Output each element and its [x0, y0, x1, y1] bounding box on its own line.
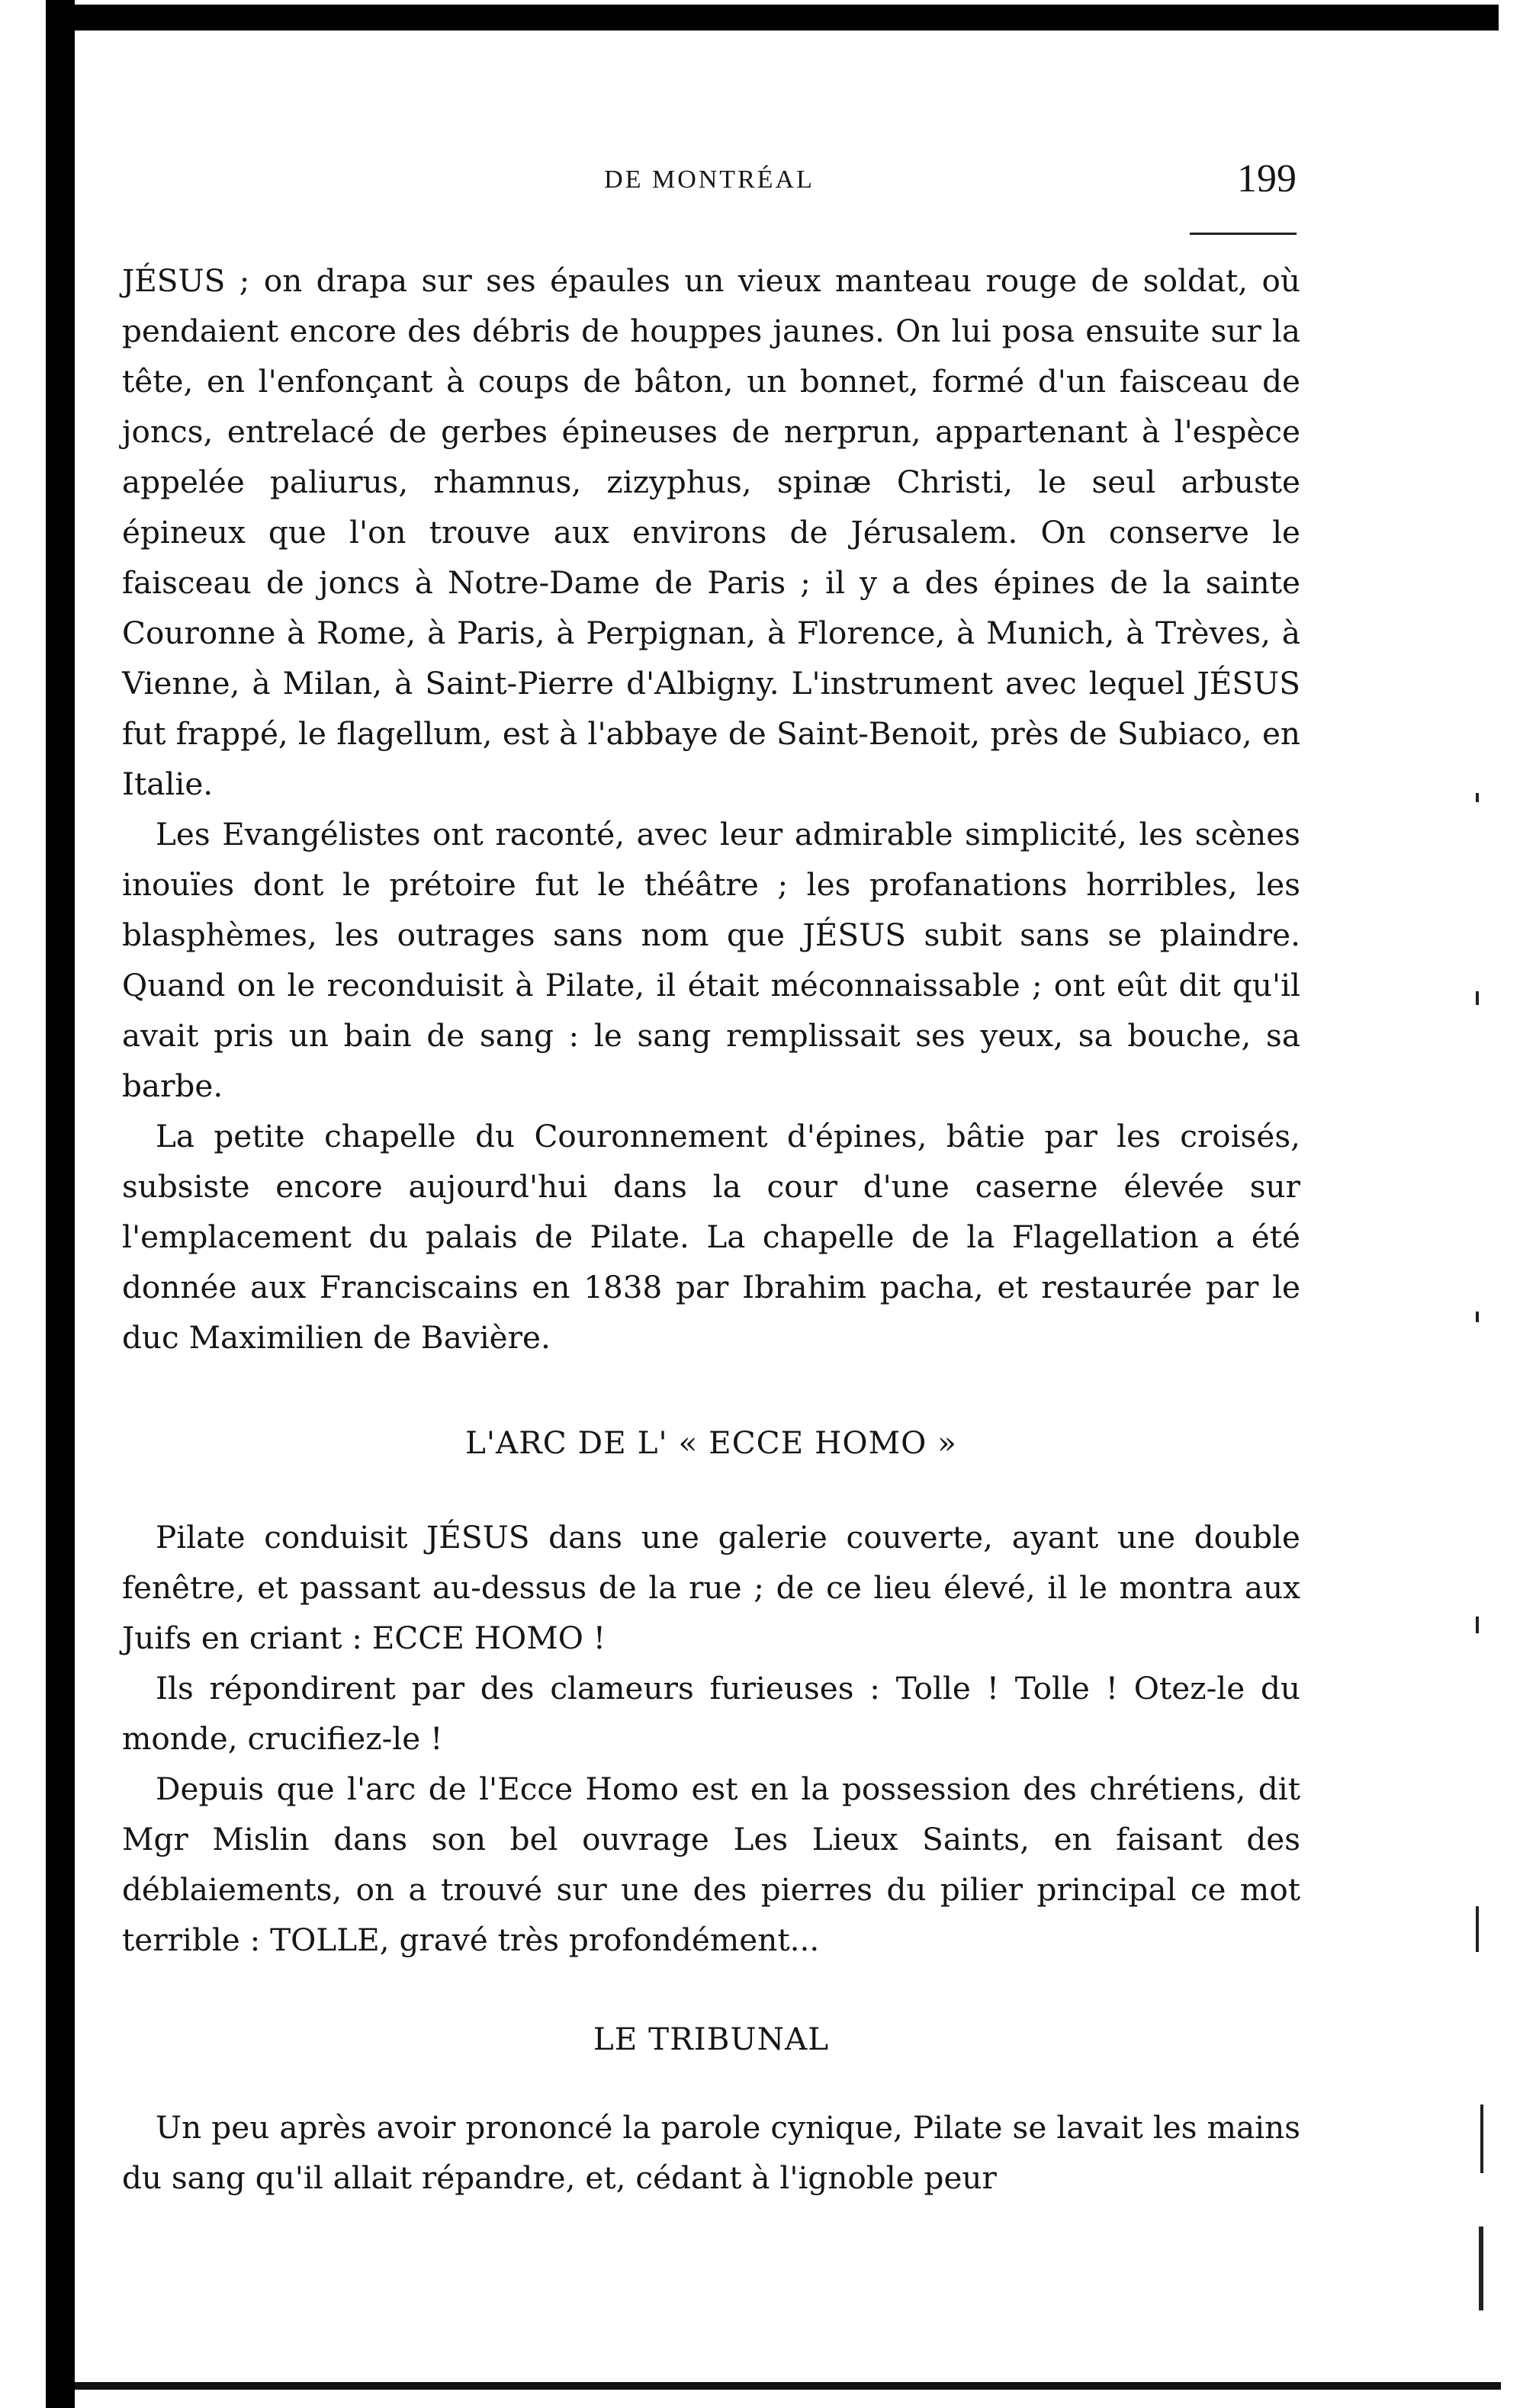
scan-bottom-edge [75, 2382, 1501, 2390]
page-text [122, 255, 1300, 2203]
header-rule [1190, 233, 1297, 235]
speck [1476, 1312, 1479, 1322]
section-heading-ecce-homo: L'ARC DE L' « ECCE HOMO » [465, 1424, 957, 1461]
running-title: DE MONTRÉAL [604, 165, 815, 194]
speck [1480, 2105, 1483, 2173]
paragraph-7: Un peu après avoir prononcé la parole cynique, Pilate se lavait les mains du sang qu'il allait répandre, et, cédant à l'ignoble peur [122, 2109, 1300, 2196]
paragraph-5: Ils répondirent par des clameurs furieuses : Tolle ! Tolle ! Otez-le du monde, crucifiez-le ! [122, 1670, 1300, 1757]
page-number: 199 [1237, 157, 1297, 201]
paragraph-2: Les Evangélistes ont raconté, avec leur admirable simplicité, les scènes inouïes dont le prétoire fut le théâtre ; les profanations horribles, les blasphèmes, les outrages sans nom que JÉSUS subit sans se plaindre. Quand on le reconduisit à Pilate, il était méconnaissable ; ont eût dit qu'il avait pris un bain de sang : le sang remplissait ses yeux, sa bouche, sa barbe. [122, 816, 1300, 1104]
speck [1476, 991, 1479, 1005]
paragraph-1: JÉSUS ; on drapa sur ses épaules un vieux manteau rouge de soldat, où pendaient encore des débris de houppes jaunes. On lui posa ensuite sur la tête, en l'enfonçant à coups de bâton, un bonnet, formé d'un faisceau de joncs, entrelacé de gerbes épineuses de nerprun, appartenant à l'espèce appelée paliurus, rhamnus, zizyphus, spinæ Christi, le seul arbuste épineux que l'on trouve aux environs de Jérusalem. On conserve le faisceau de joncs à Notre-Dame de Paris ; il y a des épines de la sainte Couronne à Rome, à Paris, à Perpignan, à Florence, à Munich, à Trèves, à Vienne, à Milan, à Saint-Pierre d'Albigny. L'instrument avec lequel JÉSUS fut frappé, le flagellum, est à l'abbaye de Saint-Benoit, près de Subiaco, en Italie. [122, 262, 1300, 802]
paragraph-4: Pilate conduisit JÉSUS dans une galerie couverte, ayant une double fenêtre, et passant au-dessus de la rue ; de ce lieu élevé, il le montra aux Juifs en criant : ECCE HOMO ! [122, 1519, 1300, 1656]
running-head [122, 156, 1297, 210]
speck [1476, 793, 1479, 802]
speck [1476, 1906, 1479, 1952]
scan-left-edge [46, 0, 75, 2408]
section-heading-tribunal: LE TRIBUNAL [593, 2021, 830, 2057]
speck [1479, 2227, 1483, 2310]
paragraph-3: La petite chapelle du Couronnement d'épines, bâtie par les croisés, subsiste encore aujourd'hui dans la cour d'une caserne élevée sur l'emplacement du palais de Pilate. La chapelle de la Flagellation a été donnée aux Franciscains en 1838 par Ibrahim pacha, et restaurée par le duc Maximilien de Bavière. [122, 1118, 1300, 1356]
speck [1476, 1617, 1479, 1633]
scan-right-specks [1476, 763, 1499, 2364]
scan-top-edge [72, 5, 1499, 31]
paragraph-6: Depuis que l'arc de l'Ecce Homo est en la possession des chrétiens, dit Mgr Mislin dans son bel ouvrage Les Lieux Saints, en faisant des déblaiements, on a trouvé sur une des pierres du pilier principal ce mot terrible : TOLLE, gravé très profondément... [122, 1771, 1300, 1958]
